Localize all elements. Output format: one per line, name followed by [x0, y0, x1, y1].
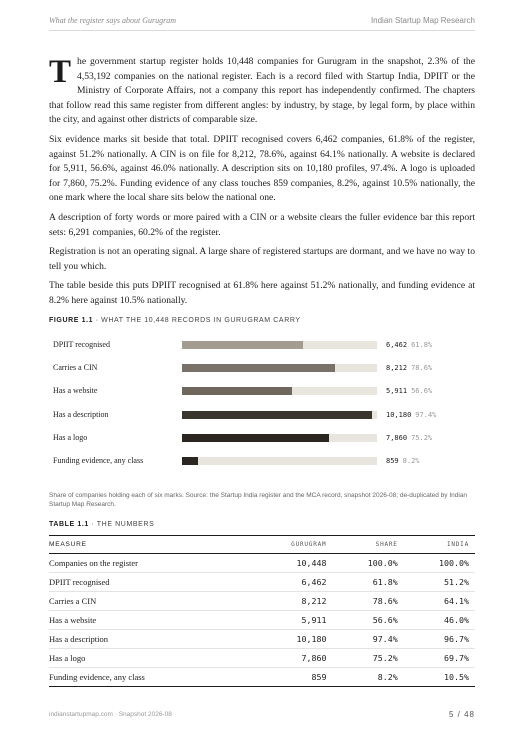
- bar: [182, 387, 292, 395]
- paragraph-3: A description of forty words or more paired with a CIN or a website clears the fuller evidence bar this report sets: 6,291 companies, 60.2% of the register.: [49, 211, 475, 238]
- cell-gurugram: 7,860: [251, 649, 333, 668]
- column-header-share: SHARE: [332, 536, 403, 554]
- body-text: [49, 55, 475, 314]
- cell-gurugram: 10,448: [251, 554, 333, 573]
- cell-india: 96.7%: [404, 630, 475, 649]
- bar-row: [49, 384, 475, 398]
- bar-share: 78.6%: [411, 364, 433, 373]
- paragraph-5: The table beside this puts DPIIT recognised at 61.8% here against 51.2% nationally, and funding evidence at 8.2% here against 10.5% nationally.: [49, 280, 475, 306]
- bar-label: Has a description: [53, 409, 109, 419]
- table-number: TABLE 1.1: [49, 521, 89, 528]
- bar-track: [182, 341, 377, 349]
- cell-gurugram: 8,212: [251, 592, 333, 611]
- bar-row: [49, 338, 475, 352]
- cell-india: 100.0%: [404, 554, 475, 573]
- bar-row: [49, 454, 475, 468]
- cell-measure: Has a description: [49, 630, 251, 649]
- table-row: [49, 611, 475, 630]
- column-header-measure: MEASURE: [49, 536, 251, 554]
- cell-measure: Companies on the register: [49, 554, 251, 573]
- column-header-gurugram: GURUGRAM: [251, 536, 333, 554]
- running-head: [49, 14, 475, 31]
- figure-title: · WHAT THE 10,448 RECORDS IN GURUGRAM CARRY: [95, 317, 301, 324]
- bar-row: [49, 431, 475, 445]
- page-footer: [49, 711, 475, 723]
- bar-value: 8,212: [386, 364, 408, 373]
- bar-share: 8.2%: [402, 457, 420, 465]
- cell-gurugram: 859: [251, 668, 333, 687]
- cell-measure: DPIIT recognised: [49, 573, 251, 592]
- bar: [182, 364, 335, 372]
- bar-share: 97.4%: [415, 410, 437, 419]
- numbers-table: [49, 535, 475, 687]
- cell-share: 97.4%: [332, 630, 403, 649]
- bar-value-label: [386, 454, 420, 468]
- table-row: [49, 592, 475, 611]
- bar-value: 6,462: [386, 341, 408, 349]
- bar-row: [49, 361, 475, 375]
- cell-share: 56.6%: [332, 611, 403, 630]
- bar-chart: [49, 335, 475, 477]
- bar: [182, 434, 329, 442]
- bar-label: DPIIT recognised: [53, 340, 110, 349]
- cell-india: 69.7%: [404, 649, 475, 668]
- bar: [182, 411, 372, 419]
- table-label: [49, 521, 154, 528]
- bar-label: Carries a CIN: [53, 363, 98, 373]
- bar-share: 75.2%: [411, 433, 433, 442]
- bar-value: 859: [386, 457, 399, 465]
- footer-source: indianstartupmap.com · Snapshot 2026-08: [49, 711, 172, 718]
- cell-india: 46.0%: [404, 611, 475, 630]
- bar-track: [182, 434, 377, 442]
- cell-india: 51.2%: [404, 573, 475, 592]
- bar: [182, 457, 198, 465]
- cell-measure: Has a website: [49, 611, 251, 630]
- cell-share: 61.8%: [332, 573, 403, 592]
- table-row: [49, 668, 475, 687]
- bar-label: Funding evidence, any class: [53, 456, 144, 465]
- bar-track: [182, 411, 377, 419]
- bar-value-label: [386, 338, 432, 352]
- cell-india: 10.5%: [404, 668, 475, 687]
- bar-track: [182, 364, 377, 372]
- bar-track: [182, 457, 377, 465]
- bar-value: 10,180: [386, 410, 412, 419]
- paragraph-4: Registration is not an operating signal. A large share of registered startups are dormant, and we have no way to tell you which.: [49, 246, 475, 272]
- bar-value-label: [386, 384, 432, 398]
- page-number: 5 / 48: [448, 710, 475, 719]
- cell-share: 100.0%: [332, 554, 403, 573]
- cell-india: 64.1%: [404, 592, 475, 611]
- cell-measure: Carries a CIN: [49, 592, 251, 611]
- bar: [182, 341, 303, 349]
- cell-gurugram: 10,180: [251, 630, 333, 649]
- paragraph-1: [49, 55, 475, 128]
- bar-value-label: [386, 431, 432, 445]
- paragraph-1-text: he government startup register holds 10,448 companies for Gurugram in the snapshot, 2.3% of the 4,53,192 companies on the national register. Each is a record filed with Startup India, DPIIT or the Ministry of Corporate Affairs, not a company this report has independently confirmed. The chapters that follow read this same register from different angles: by industry, by stage, by legal form, by place within the city, and against other districts of comparable size.: [49, 56, 475, 126]
- running-head-publisher: Indian Startup Map Research: [370, 16, 475, 25]
- bar-value-label: [386, 361, 432, 375]
- cell-gurugram: 5,911: [251, 611, 333, 630]
- table-row: [49, 573, 475, 592]
- table-row: [49, 630, 475, 649]
- bar-row: [49, 408, 475, 422]
- table-row: [49, 554, 475, 573]
- table-title: · THE NUMBERS: [91, 521, 155, 528]
- figure-number: FIGURE 1.1: [49, 317, 94, 324]
- bar-share: 61.8%: [411, 341, 433, 349]
- paragraph-2: Six evidence marks sit beside that total. DPIIT recognised covers 6,462 companies, 61.8% of the register, against 51.2% nationally. A CIN is on file for 8,212, 78.6%, against 64.1% nationally. A website is declared for 5,911, 56.6%, against 46.0% nationally. A description sits on 10,180 profiles, 97.4%. A logo is uploaded for 7,860, 75.2%. Funding evidence of any class touches 859 companies, 8.2%, against 10.5% nationally, the one mark where the local share sits below the national one.: [49, 133, 475, 204]
- cell-measure: Funding evidence, any class: [49, 668, 251, 687]
- figure-label: [49, 317, 301, 324]
- running-head-title: What the register says about Gurugram: [49, 16, 177, 25]
- cell-share: 8.2%: [332, 668, 403, 687]
- table-row: [49, 649, 475, 668]
- column-header-india: INDIA: [404, 536, 475, 554]
- cell-gurugram: 6,462: [251, 573, 333, 592]
- figure-caption: Share of companies holding each of six marks. Source: the Startup India register and the MCA record, snapshot 2026-08; de-duplicated by Indian Startup Map Research.: [49, 492, 468, 508]
- cell-share: 75.2%: [332, 649, 403, 668]
- cell-share: 78.6%: [332, 592, 403, 611]
- cell-measure: Has a logo: [49, 649, 251, 668]
- bar-value-label: [386, 408, 436, 422]
- bar-value: 7,860: [386, 433, 408, 442]
- bar-label: Has a logo: [53, 432, 88, 442]
- table-header-row: [49, 536, 475, 554]
- bar-track: [182, 387, 377, 395]
- bar-value: 5,911: [386, 387, 408, 396]
- bar-share: 56.6%: [411, 387, 433, 396]
- bar-label: Has a website: [53, 386, 98, 396]
- dropcap: T: [49, 54, 72, 90]
